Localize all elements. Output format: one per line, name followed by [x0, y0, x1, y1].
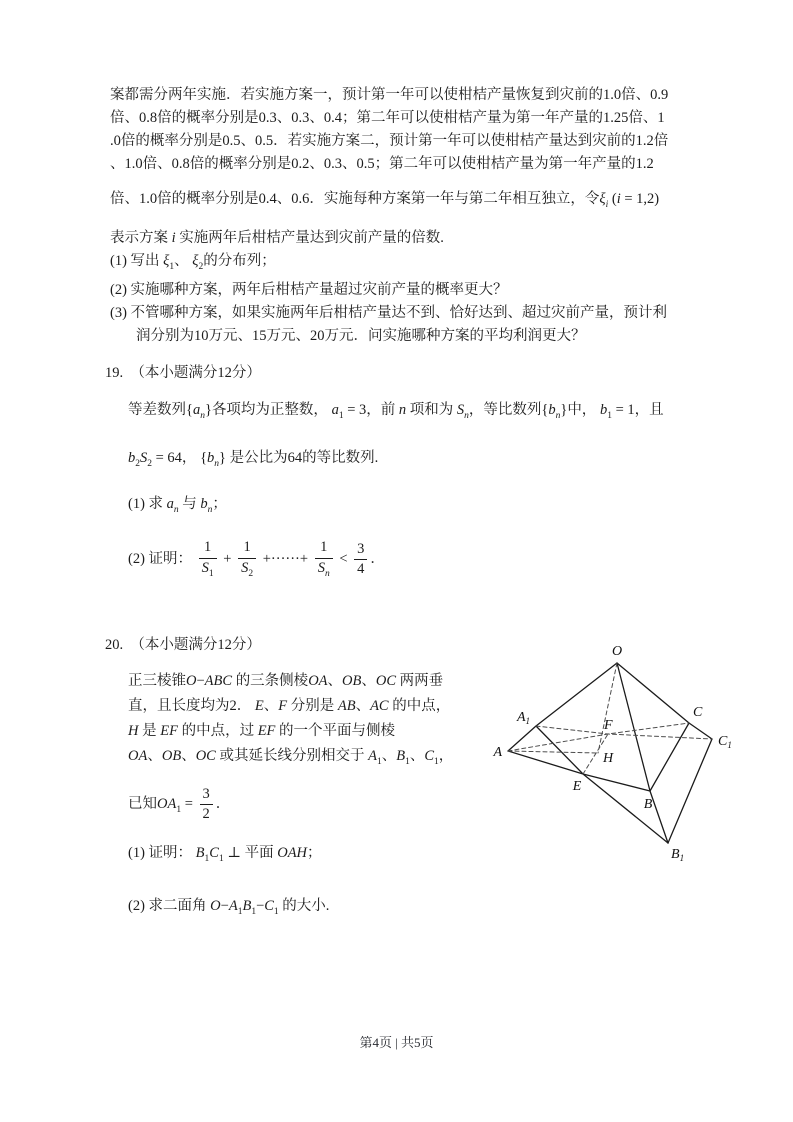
subscript: 1 [273, 907, 279, 917]
math-variable: n [398, 402, 407, 418]
text-run: ； [212, 496, 227, 512]
math-variable: S [140, 450, 148, 466]
text-run: 1 [320, 539, 328, 556]
vertex-label: A [493, 745, 502, 760]
text-run: 是 [138, 723, 161, 739]
text-run: < [335, 551, 352, 567]
math-variable: S [317, 559, 325, 576]
vertex-label: O [611, 644, 623, 659]
text-run: ，等比数列 [468, 402, 542, 418]
math-variable: a [192, 402, 201, 418]
fraction-numerator [199, 539, 217, 558]
text-run: = 1,2) [620, 191, 660, 207]
problem-19 [105, 362, 730, 583]
math-variable: b [200, 496, 208, 512]
fraction [199, 539, 217, 580]
text-run: 、 [381, 748, 397, 764]
text-run: (1) 写出 [110, 253, 164, 269]
text-line [128, 669, 490, 694]
text-run: 项和为 [406, 402, 457, 418]
vertex-label: C [693, 705, 703, 720]
math-variable: OB [342, 673, 362, 689]
text-line [110, 279, 718, 302]
math-variable: ξ [163, 253, 170, 269]
math-variable: A [368, 748, 377, 764]
math-variable: E [254, 698, 264, 714]
fraction [354, 541, 367, 579]
math-variable: ξ [599, 191, 606, 207]
text-run: = 64， [152, 450, 201, 466]
math-variable: a [166, 496, 174, 512]
text-run: { [541, 402, 549, 418]
text-run: } [204, 402, 212, 418]
problem-18-continuation [110, 84, 718, 348]
math-variable: B [242, 898, 252, 914]
text-run: 正三棱锥 [128, 673, 186, 689]
text-run: 两两垂 [396, 673, 444, 689]
math-variable: C [209, 845, 219, 861]
text-run: 已知 [128, 796, 157, 812]
text-run: ． [370, 551, 385, 567]
text-run: 的三条侧棱 [232, 673, 309, 689]
subscript: 1 [204, 854, 210, 864]
text-run: 与 [178, 496, 201, 512]
subscript: 1 [208, 568, 214, 579]
math-variable: i [171, 230, 176, 246]
text-run: 、1.0倍、0.8倍的概率分别是0.2、0.3、0.5；第二年可以使柑桔产量为第一年产量的1.2 [110, 156, 654, 172]
text-run: 是公比为64的等比数列. [226, 450, 379, 466]
fraction [315, 539, 333, 580]
subscript: 1 [607, 411, 612, 421]
math-variable: AB [337, 698, 356, 714]
text-run: 倍、0.8倍的概率分别是0.3、0.3、0.4；第二年可以使柑桔产量为第一年产量的1.25倍、1 [110, 110, 665, 126]
text-run: 、 [355, 698, 371, 714]
text-run: = [181, 796, 197, 812]
vertex-label: $A_1$ [516, 710, 530, 726]
subscript: n [555, 411, 561, 421]
problem-20-heading [105, 634, 490, 657]
text-line [110, 325, 718, 348]
text-line [110, 130, 718, 153]
math-variable: OAH [277, 845, 308, 861]
text-run: (2) 证明： [128, 551, 196, 567]
text-run: (2) 求二面角 [128, 898, 211, 914]
math-variable: S [456, 402, 465, 418]
text-run: 的大小. [278, 898, 330, 914]
solid-edge [617, 663, 668, 843]
text-line [128, 841, 490, 872]
vertex-label: F [604, 718, 613, 733]
math-variable: b [207, 450, 215, 466]
text-run: } [560, 402, 568, 418]
text-run: 中， [567, 402, 600, 418]
solid-edge [617, 663, 712, 739]
text-run: 实施两年后柑桔产量达到灾前产量的倍数. [175, 230, 444, 246]
text-run: 3 [357, 540, 365, 557]
subscript: 2 [198, 262, 204, 272]
text-run: 20. （本小题满分12分） [105, 637, 261, 653]
text-line [110, 84, 718, 107]
subscript: 1 [237, 907, 243, 917]
subscript: n [214, 459, 220, 469]
fraction-numerator [238, 539, 256, 558]
text-run: − [196, 673, 205, 689]
text-run: 表示方案 [110, 230, 172, 246]
math-variable: S [241, 559, 249, 576]
text-run: (2) 实施哪种方案，两年后柑桔产量超过灾前产量的概率更大？ [110, 282, 508, 298]
text-run: ， [438, 748, 454, 764]
subscript: 2 [135, 459, 140, 469]
math-variable: A [228, 898, 238, 914]
math-variable: OA [308, 673, 328, 689]
math-variable: B [396, 748, 406, 764]
text-line [110, 302, 718, 325]
text-line [128, 744, 490, 775]
math-variable: i [616, 191, 621, 207]
math-variable: a [331, 402, 339, 418]
vertex-label: E [572, 779, 582, 794]
text-run: 的一个平面与侧棱 [275, 723, 396, 739]
math-variable: AC [370, 698, 389, 714]
dashed-edge [508, 751, 598, 753]
math-variable: OA [157, 796, 177, 812]
text-run: 直，且长度均为2． [128, 698, 255, 714]
problem-20-body [128, 669, 490, 925]
text-line [128, 393, 730, 433]
text-run: { [200, 450, 208, 466]
solid-edge [508, 663, 617, 751]
text-run: { [186, 402, 193, 418]
solid-edge [650, 723, 689, 791]
math-variable: b [599, 402, 608, 418]
subscript: 2 [147, 459, 152, 469]
fraction-denominator [199, 559, 217, 580]
subscript: 2 [248, 568, 254, 579]
text-run: 、 [409, 748, 425, 764]
text-run: − [220, 898, 229, 914]
problem-20 [105, 634, 490, 925]
subscript: 1 [251, 907, 257, 917]
text-run: (1) 求 [128, 496, 167, 512]
text-line [128, 719, 490, 744]
text-run: − [256, 898, 265, 914]
vertex-label: $C_1$ [718, 734, 732, 750]
math-variable: C [264, 898, 274, 914]
subscript: 1 [338, 411, 344, 421]
math-variable: S [201, 559, 209, 576]
subscript: 1 [176, 805, 182, 815]
text-line [110, 188, 718, 217]
math-variable: H [128, 723, 139, 739]
geometry-figure [480, 633, 746, 875]
text-run: 、 [361, 673, 376, 689]
fraction-numerator [315, 539, 333, 558]
math-variable: C [424, 748, 434, 764]
math-variable: O [210, 898, 221, 914]
text-run: +······+ [259, 551, 312, 567]
subscript: 1 [169, 262, 175, 272]
text-run: 等差数列 [128, 402, 186, 418]
text-run: 、 [147, 748, 162, 764]
solid-edge [668, 739, 712, 843]
fraction [238, 539, 256, 580]
text-run: = 3，前 [343, 402, 399, 418]
math-variable: B [195, 845, 205, 861]
dashed-edge [598, 663, 617, 753]
text-run: 3 [202, 785, 210, 802]
math-variable: OA [128, 748, 148, 764]
text-run: 分别是 [287, 698, 338, 714]
subscript: n [173, 505, 179, 515]
text-run: ； [307, 845, 322, 861]
math-variable: O [186, 673, 197, 689]
problem-19-heading [105, 362, 730, 385]
text-line [110, 250, 718, 279]
fraction-numerator [354, 541, 367, 560]
text-run: 4 [357, 561, 365, 578]
math-variable: b [548, 402, 556, 418]
text-line [128, 894, 490, 925]
text-run: ． [215, 796, 231, 812]
text-run: 或其延长线分别相交于 [215, 748, 369, 764]
text-run: 倍、1.0倍的概率分别是0.4、0.6．实施每种方案第一年与第二年相互独立，令 [110, 191, 600, 207]
fraction-denominator [200, 805, 213, 823]
text-run: 、 [327, 673, 343, 689]
math-variable: b [128, 450, 136, 466]
text-line [128, 781, 490, 833]
text-run: 2 [202, 806, 210, 823]
text-run: ( [608, 191, 617, 207]
subscript: 1 [405, 757, 410, 767]
text-line [110, 227, 718, 250]
vertex-label: B [643, 797, 653, 812]
math-variable: EF [257, 723, 276, 739]
text-run: 19. （本小题满分12分） [105, 365, 261, 381]
subscript: n [207, 505, 213, 515]
subscript: n [324, 568, 330, 579]
text-line [110, 107, 718, 130]
text-run: 的中点， [388, 698, 451, 714]
text-run: 润分别为10万元、15万元、20万元．问实施哪种方案的平均利润更大？ [136, 328, 586, 344]
text-line [128, 694, 490, 719]
subscript: 1 [433, 757, 439, 767]
fraction-denominator [238, 559, 256, 580]
vertex-label: H [603, 751, 614, 766]
text-run: = 1，且 [611, 402, 664, 418]
vertex-label: $B_1$ [671, 847, 685, 863]
math-variable: ξ [192, 253, 199, 269]
text-run: 、 [174, 253, 193, 269]
text-line [128, 535, 730, 583]
math-variable: ABC [204, 673, 233, 689]
text-run: 1 [243, 539, 251, 556]
text-run: 各项均为正整数， [211, 402, 332, 418]
subscript: 1 [218, 854, 224, 864]
text-run: 、 [181, 748, 196, 764]
text-line [128, 491, 730, 523]
text-run: 的分布列； [203, 253, 276, 269]
text-run: 案都需分两年实施．若实施方案一，预计第一年可以使柑桔产量恢复到灾前的1.0倍、0.9 [110, 87, 669, 103]
text-run: 1 [204, 539, 212, 556]
fraction-numerator [200, 786, 213, 805]
subscript: i [605, 200, 609, 210]
math-variable: OC [375, 673, 397, 689]
page-footer: 第4页 | 共5页 [359, 1035, 434, 1050]
text-line [110, 153, 718, 176]
problem-19-body [128, 393, 730, 583]
math-variable: OC [195, 748, 216, 764]
text-run: (1) 证明： [128, 845, 196, 861]
math-variable: EF [160, 723, 178, 739]
math-variable: OB [161, 748, 182, 764]
text-run: } [219, 450, 226, 466]
subscript: n [464, 411, 469, 421]
text-run: 、 [263, 698, 279, 714]
fraction [200, 786, 213, 824]
text-run: .0倍的概率分别是0.5、0.5．若实施方案二，预计第一年可以使柑桔产量达到灾前的1.2倍 [110, 133, 669, 149]
text-run: 的中点，过 [177, 723, 258, 739]
math-variable: F [278, 698, 288, 714]
fraction-denominator [354, 560, 367, 578]
subscript: 1 [376, 757, 382, 767]
text-run: ⊥ 平面 [223, 845, 278, 861]
subscript: n [200, 411, 205, 421]
fraction-denominator [315, 559, 333, 580]
text-line [128, 441, 730, 481]
text-run: + [219, 551, 236, 567]
text-run: (3) 不管哪种方案，如果实施两年后柑桔产量达不到、恰好达到、超过灾前产量，预计利 [110, 305, 668, 321]
